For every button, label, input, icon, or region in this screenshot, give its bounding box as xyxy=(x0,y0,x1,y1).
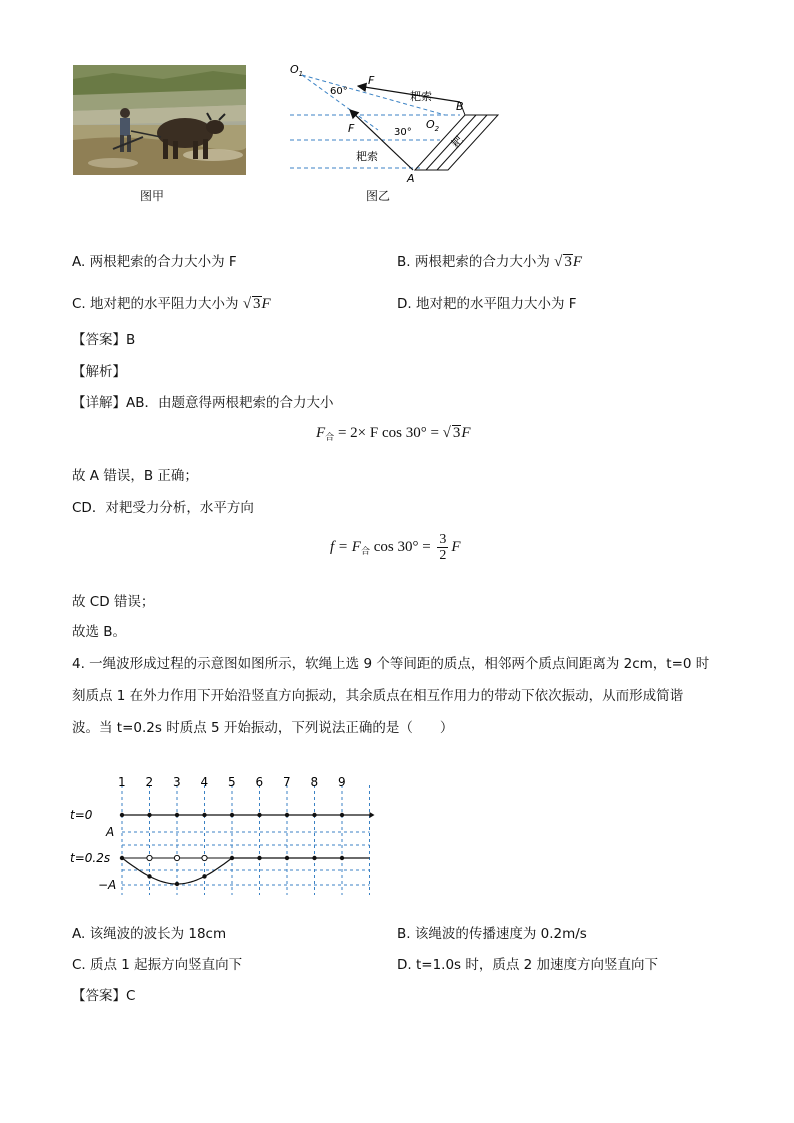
point-t0 xyxy=(202,813,206,817)
point-t02 xyxy=(285,856,289,860)
point-t0 xyxy=(230,813,234,817)
q3-option-d: D. 地对耙的水平阻力大小为 F xyxy=(397,296,577,312)
point-number-label: 9 xyxy=(338,775,346,789)
point-t02-hollow xyxy=(147,855,152,860)
label-force-lower: F xyxy=(348,122,355,135)
rope-wave-diagram xyxy=(70,770,390,900)
ox-plowing-photo xyxy=(73,65,246,175)
label-angle-60: 60° xyxy=(330,86,348,97)
point-number-label: 2 xyxy=(145,775,154,789)
q3-option-a: A. 两根耙索的合力大小为 F xyxy=(72,254,237,270)
q3-analysis-heading: 【解析】 xyxy=(72,364,126,380)
point-number-label: 5 xyxy=(228,775,236,789)
point-t0 xyxy=(147,813,151,817)
label-rake: 耙 xyxy=(448,133,466,151)
label-o2: $O_2$ xyxy=(426,118,440,133)
guide-ray xyxy=(302,75,378,130)
point-t02-hollow xyxy=(174,855,179,860)
force-diagram xyxy=(280,60,510,185)
q4-stem-line-2: 刻质点 1 在外力作用下开始沿竖直方向振动，其余质点在相互作用力的带动下依次振动，从而形成简谐 xyxy=(72,688,684,704)
label-b: B xyxy=(456,100,464,113)
point-number-label: 4 xyxy=(200,775,209,789)
t02-label: t=0.2s xyxy=(70,851,111,865)
point-t02 xyxy=(120,856,124,860)
label-a: A xyxy=(407,172,415,185)
q3-equation-2: $f = F_合$ cos 30° = $\frac{3}{2}$ F xyxy=(330,532,461,563)
figure-jia-caption: 图甲 xyxy=(140,189,165,203)
point-t0 xyxy=(312,813,316,817)
label-rope-lower: 耙索 xyxy=(356,150,378,163)
q3-line-ab: 故 A 错误，B 正确； xyxy=(72,468,198,484)
q3-choose: 故选 B。 xyxy=(72,624,127,640)
t0-label: t=0 xyxy=(70,808,93,822)
figure-yi-caption: 图乙 xyxy=(366,189,391,203)
point-t0 xyxy=(175,813,179,817)
point-t0 xyxy=(340,813,344,817)
q4-option-a: A. 该绳波的波长为 18cm xyxy=(72,926,227,942)
point-number-label: 3 xyxy=(173,775,181,789)
point-t02-displaced xyxy=(147,874,151,878)
q4-stem-line-1: 4. 一绳波形成过程的示意图如图所示，软绳上选 9 个等间距的质点，相邻两个质点间距离为 2cm，t=0 时 xyxy=(72,656,710,672)
rope-upper xyxy=(358,86,460,102)
q4-option-d: D. t=1.0s 时，质点 2 加速度方向竖直向下 xyxy=(397,957,659,973)
q3-option-c: C. 地对耙的水平阻力大小为 √ 3F xyxy=(72,296,271,312)
point-number-label: 1 xyxy=(118,775,126,789)
q3-option-b: B. 两根耙索的合力大小为 √ 3F xyxy=(397,254,583,270)
q3-detail: 【详解】AB．由题意得两根耙索的合力大小 xyxy=(72,395,334,411)
point-t02 xyxy=(312,856,316,860)
point-number-label: 6 xyxy=(255,775,264,789)
point-number-label: 7 xyxy=(283,775,291,789)
q4-option-b: B. 该绳波的传播速度为 0.2m/s xyxy=(397,926,587,942)
point-t02 xyxy=(230,856,234,860)
point-t02-hollow xyxy=(202,855,207,860)
amp-neg-label: −A xyxy=(98,878,117,892)
q4-stem-line-3: 波。当 t=0.2s 时质点 5 开始振动，下列说法正确的是（ ） xyxy=(72,720,454,736)
amp-pos-label: A xyxy=(106,825,115,839)
q3-line-cd: CD．对耙受力分析，水平方向 xyxy=(72,500,254,516)
point-t02-displaced xyxy=(202,874,206,878)
point-t0 xyxy=(257,813,261,817)
q3-line-cd-wrong: 故 CD 错误； xyxy=(72,594,155,610)
q4-option-c: C. 质点 1 起振方向竖直向下 xyxy=(72,957,243,973)
point-number-label: 8 xyxy=(310,775,319,789)
q3-equation-1: $F_合 = 2\times F$ cos 30° = √ 3F xyxy=(316,425,471,443)
label-rope-upper: 耙索 xyxy=(410,90,432,103)
label-force-upper: F xyxy=(368,74,375,87)
point-t02 xyxy=(257,856,261,860)
rope-end-arrow xyxy=(370,812,375,818)
label-o1: $O_1$ xyxy=(290,63,304,78)
point-t0 xyxy=(285,813,289,817)
point-t02-displaced xyxy=(175,882,179,886)
point-t02 xyxy=(340,856,344,860)
label-angle-30: 30° xyxy=(394,127,412,138)
q4-answer: 【答案】C xyxy=(72,988,136,1004)
q3-answer: 【答案】B xyxy=(72,332,136,348)
point-t0 xyxy=(120,813,124,817)
